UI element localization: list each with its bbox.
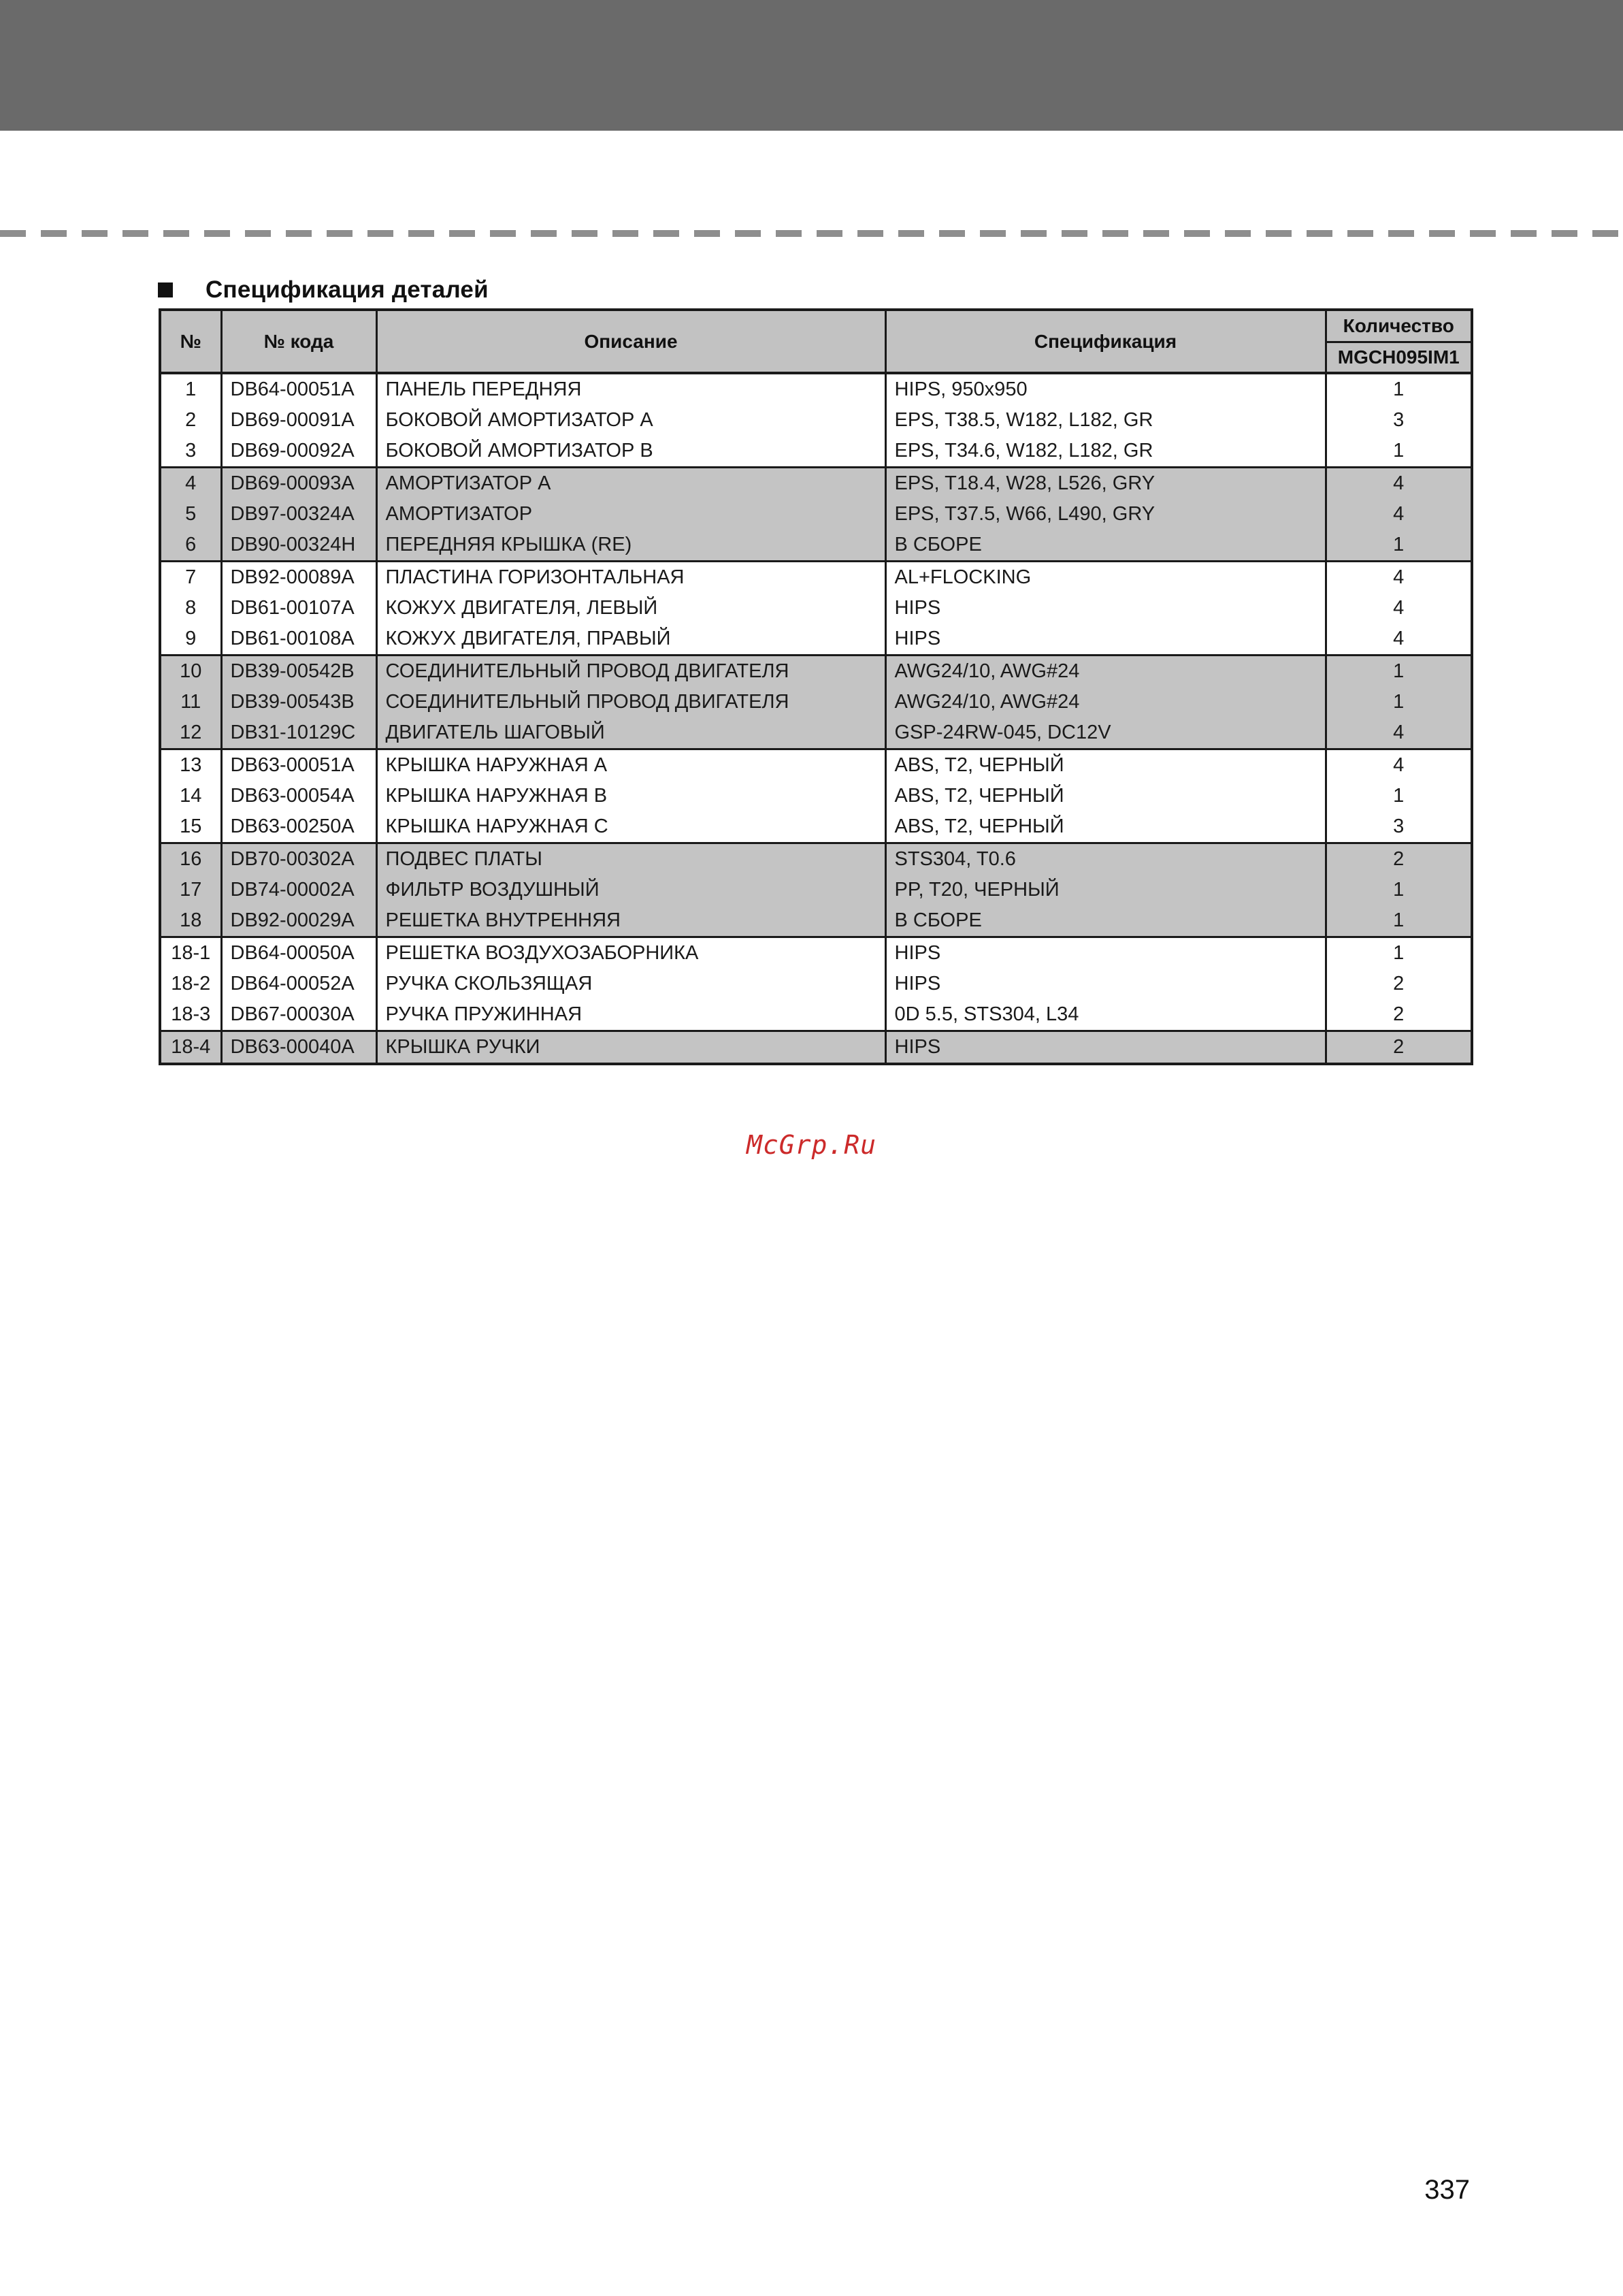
cell-specification: HIPS xyxy=(885,1031,1326,1065)
table-row xyxy=(160,468,1472,500)
cell-code: DB61-00107A xyxy=(221,593,376,624)
cell-quantity: 1 xyxy=(1326,937,1472,969)
cell-specification: HIPS xyxy=(885,624,1326,656)
cell-no: 11 xyxy=(160,687,221,717)
cell-no: 4 xyxy=(160,468,221,500)
cell-quantity: 2 xyxy=(1326,1031,1472,1065)
cell-specification: AWG24/10, AWG#24 xyxy=(885,656,1326,688)
cell-quantity: 1 xyxy=(1326,875,1472,905)
header-quantity: Количество xyxy=(1326,310,1472,342)
cell-specification: EPS, T38.5, W182, L182, GR xyxy=(885,405,1326,436)
cell-specification: HIPS xyxy=(885,937,1326,969)
cell-code: DB70-00302A xyxy=(221,843,376,875)
cell-no: 18-4 xyxy=(160,1031,221,1065)
cell-code: DB69-00093A xyxy=(221,468,376,500)
cell-description: ПАНЕЛЬ ПЕРЕДНЯЯ xyxy=(376,373,885,405)
cell-description: ФИЛЬТР ВОЗДУШНЫЙ xyxy=(376,875,885,905)
cell-specification: HIPS xyxy=(885,593,1326,624)
table-row xyxy=(160,937,1472,969)
cell-specification: HIPS xyxy=(885,969,1326,999)
cell-specification: AWG24/10, AWG#24 xyxy=(885,687,1326,717)
cell-quantity: 2 xyxy=(1326,999,1472,1031)
table-row xyxy=(160,656,1472,688)
cell-no: 7 xyxy=(160,562,221,594)
section-title: Спецификация деталей xyxy=(206,276,489,303)
cell-no: 13 xyxy=(160,749,221,781)
cell-code: DB63-00040A xyxy=(221,1031,376,1065)
cell-specification: AL+FLOCKING xyxy=(885,562,1326,594)
cell-description: КРЫШКА НАРУЖНАЯ B xyxy=(376,781,885,811)
cell-quantity: 4 xyxy=(1326,468,1472,500)
cell-specification: PP, T20, ЧЕРНЫЙ xyxy=(885,875,1326,905)
table-row xyxy=(160,405,1472,436)
cell-specification: EPS, T18.4, W28, L526, GRY xyxy=(885,468,1326,500)
cell-quantity: 4 xyxy=(1326,717,1472,749)
cell-code: DB63-00250A xyxy=(221,811,376,843)
table-row xyxy=(160,593,1472,624)
cell-no: 1 xyxy=(160,373,221,405)
cell-quantity: 4 xyxy=(1326,499,1472,530)
cell-code: DB39-00542B xyxy=(221,656,376,688)
cell-description: АМОРТИЗАТОР xyxy=(376,499,885,530)
cell-specification: 0D 5.5, STS304, L34 xyxy=(885,999,1326,1031)
table-row xyxy=(160,749,1472,781)
cell-description: ПЕРЕДНЯЯ КРЫШКА (RE) xyxy=(376,530,885,562)
cell-code: DB67-00030A xyxy=(221,999,376,1031)
table-row xyxy=(160,530,1472,562)
cell-no: 18-3 xyxy=(160,999,221,1031)
cell-code: DB39-00543B xyxy=(221,687,376,717)
cell-no: 18 xyxy=(160,905,221,937)
table-row xyxy=(160,781,1472,811)
cell-quantity: 1 xyxy=(1326,656,1472,688)
cell-description: СОЕДИНИТЕЛЬНЫЙ ПРОВОД ДВИГАТЕЛЯ xyxy=(376,687,885,717)
cell-no: 5 xyxy=(160,499,221,530)
table-row xyxy=(160,905,1472,937)
cell-specification: ABS, T2, ЧЕРНЫЙ xyxy=(885,781,1326,811)
cell-description: РЕШЕТКА ВОЗДУХОЗАБОРНИКА xyxy=(376,937,885,969)
cell-no: 3 xyxy=(160,436,221,468)
cell-no: 6 xyxy=(160,530,221,562)
cell-description: ПЛАСТИНА ГОРИЗОНТАЛЬНАЯ xyxy=(376,562,885,594)
cell-code: DB90-00324H xyxy=(221,530,376,562)
parts-specification-table xyxy=(159,308,1473,1065)
cell-quantity: 2 xyxy=(1326,843,1472,875)
table-row xyxy=(160,687,1472,717)
table-row xyxy=(160,499,1472,530)
header-model: MGCH095IM1 xyxy=(1326,342,1472,374)
cell-code: DB64-00050A xyxy=(221,937,376,969)
cell-specification: EPS, T37.5, W66, L490, GRY xyxy=(885,499,1326,530)
cell-description: БОКОВОЙ АМОРТИЗАТОР B xyxy=(376,436,885,468)
cell-specification: GSP-24RW-045, DC12V xyxy=(885,717,1326,749)
cell-no: 9 xyxy=(160,624,221,656)
cell-code: DB61-00108A xyxy=(221,624,376,656)
cell-code: DB64-00052A xyxy=(221,969,376,999)
cell-specification: ABS, T2, ЧЕРНЫЙ xyxy=(885,749,1326,781)
table-row xyxy=(160,1031,1472,1065)
cell-quantity: 4 xyxy=(1326,624,1472,656)
cell-code: DB74-00002A xyxy=(221,875,376,905)
cell-code: DB69-00091A xyxy=(221,405,376,436)
cell-no: 16 xyxy=(160,843,221,875)
cell-no: 18-1 xyxy=(160,937,221,969)
cell-quantity: 4 xyxy=(1326,749,1472,781)
cell-description: ДВИГАТЕЛЬ ШАГОВЫЙ xyxy=(376,717,885,749)
cell-description: БОКОВОЙ АМОРТИЗАТОР A xyxy=(376,405,885,436)
cell-description: КОЖУХ ДВИГАТЕЛЯ, ЛЕВЫЙ xyxy=(376,593,885,624)
cell-description: СОЕДИНИТЕЛЬНЫЙ ПРОВОД ДВИГАТЕЛЯ xyxy=(376,656,885,688)
cell-code: DB92-00089A xyxy=(221,562,376,594)
header-specification: Спецификация xyxy=(885,310,1326,373)
page-number: 337 xyxy=(1424,2175,1470,2205)
cell-specification: HIPS, 950x950 xyxy=(885,373,1326,405)
cell-quantity: 3 xyxy=(1326,811,1472,843)
cell-quantity: 4 xyxy=(1326,562,1472,594)
header-description: Описание xyxy=(376,310,885,373)
section-heading xyxy=(158,272,489,308)
table-row xyxy=(160,562,1472,594)
cell-no: 10 xyxy=(160,656,221,688)
cell-code: DB64-00051A xyxy=(221,373,376,405)
cell-code: DB31-10129C xyxy=(221,717,376,749)
cell-no: 15 xyxy=(160,811,221,843)
cell-no: 18-2 xyxy=(160,969,221,999)
cell-code: DB97-00324A xyxy=(221,499,376,530)
cell-specification: ABS, T2, ЧЕРНЫЙ xyxy=(885,811,1326,843)
cell-description: РЕШЕТКА ВНУТРЕННЯЯ xyxy=(376,905,885,937)
cell-quantity: 1 xyxy=(1326,436,1472,468)
table-row xyxy=(160,373,1472,405)
cell-specification: В СБОРЕ xyxy=(885,905,1326,937)
table-row xyxy=(160,436,1472,468)
table-row xyxy=(160,811,1472,843)
table-row xyxy=(160,717,1472,749)
cell-specification: В СБОРЕ xyxy=(885,530,1326,562)
table-row xyxy=(160,875,1472,905)
cell-quantity: 1 xyxy=(1326,687,1472,717)
cell-quantity: 1 xyxy=(1326,905,1472,937)
square-bullet-icon xyxy=(158,282,173,297)
table-row xyxy=(160,969,1472,999)
watermark: McGrp.Ru xyxy=(746,1130,877,1160)
cell-description: РУЧКА ПРУЖИННАЯ xyxy=(376,999,885,1031)
cell-description: АМОРТИЗАТОР A xyxy=(376,468,885,500)
cell-no: 17 xyxy=(160,875,221,905)
cell-quantity: 4 xyxy=(1326,593,1472,624)
cell-no: 8 xyxy=(160,593,221,624)
cell-quantity: 1 xyxy=(1326,781,1472,811)
cell-description: РУЧКА СКОЛЬЗЯЩАЯ xyxy=(376,969,885,999)
cell-description: ПОДВЕС ПЛАТЫ xyxy=(376,843,885,875)
table-row xyxy=(160,624,1472,656)
header-band xyxy=(0,0,1623,131)
dashed-divider xyxy=(0,230,1623,237)
cell-code: DB63-00054A xyxy=(221,781,376,811)
cell-quantity: 3 xyxy=(1326,405,1472,436)
cell-specification: EPS, T34.6, W182, L182, GR xyxy=(885,436,1326,468)
table-row xyxy=(160,999,1472,1031)
cell-code: DB63-00051A xyxy=(221,749,376,781)
cell-no: 2 xyxy=(160,405,221,436)
cell-code: DB69-00092A xyxy=(221,436,376,468)
cell-description: КРЫШКА РУЧКИ xyxy=(376,1031,885,1065)
cell-specification: STS304, T0.6 xyxy=(885,843,1326,875)
cell-description: КРЫШКА НАРУЖНАЯ A xyxy=(376,749,885,781)
cell-code: DB92-00029A xyxy=(221,905,376,937)
header-no: № xyxy=(160,310,221,373)
cell-quantity: 2 xyxy=(1326,969,1472,999)
table-row xyxy=(160,843,1472,875)
cell-no: 14 xyxy=(160,781,221,811)
cell-quantity: 1 xyxy=(1326,373,1472,405)
cell-quantity: 1 xyxy=(1326,530,1472,562)
header-code: № кода xyxy=(221,310,376,373)
cell-description: КОЖУХ ДВИГАТЕЛЯ, ПРАВЫЙ xyxy=(376,624,885,656)
cell-description: КРЫШКА НАРУЖНАЯ C xyxy=(376,811,885,843)
cell-no: 12 xyxy=(160,717,221,749)
